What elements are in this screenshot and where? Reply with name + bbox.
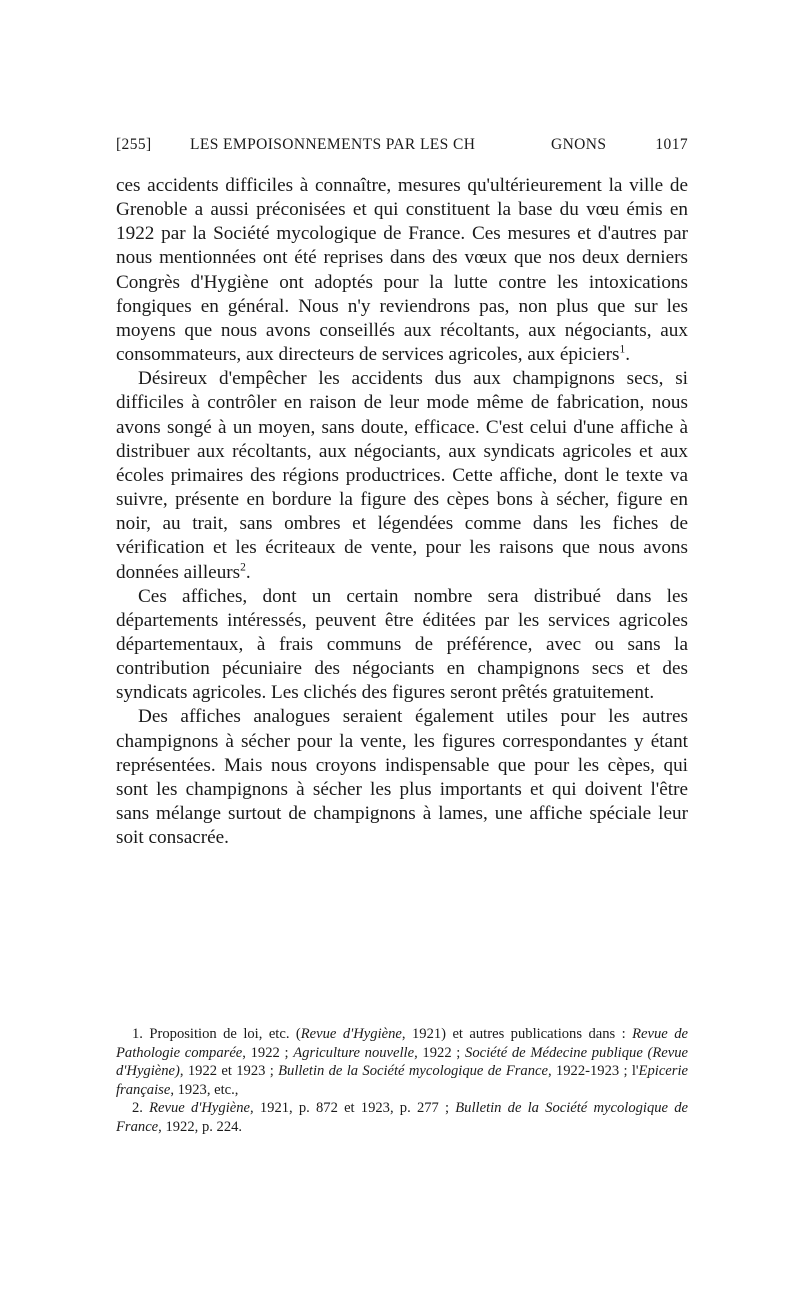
footnote-citation: Société de Médecine publique (Revue d'Hygiène) (116, 1044, 688, 1080)
footnote-ref[interactable]: 1 (619, 343, 626, 356)
footnote-text: , 1922-1923 ; l' (547, 1063, 639, 1080)
running-title-right: GNONS (551, 136, 607, 153)
footnote-text: , 1922 ; (414, 1044, 466, 1061)
footnote-citation: Revue de Pathologie comparée (116, 1026, 688, 1061)
footnote-text: , 1921) et autres publications dans : (401, 1026, 633, 1042)
section-number: [255] (116, 136, 152, 153)
paragraph-text: Désireux d'empêcher les accidents dus aux champignons secs, si difficiles à contrôler en raison de leur mode même de fabrication, nous avons songé à un moyen, sans doute, efficace. C'est celui d'une affiche à distribuer aux récoltants, aux négociants, aux syndicats agricoles et aux écoles primaires des régions productrices. Cette affiche, dont le texte va suivre, présente en bordure la figure des cèpes bons à sécher, figure en noir, au trait, sans ombres et légendées comme dans les fiches de vérification et les écriteaux de vente, pour les raisons que nous avons données ailleurs (116, 368, 688, 583)
paragraph-text: Des affiches analogues seraient également utiles pour les autres champignons à sécher pour la vente, les figures correspondantes y étant représentées. Mais nous croyons indispensable que pour les cèpes, qui sont les champignons à sécher les plus importants et qui doivent l'être sans mélange surtout de champignons à lames, une affiche spéciale leur soit consacrée. (116, 706, 688, 849)
paragraph (116, 174, 688, 367)
running-title-left: LES EMPOISONNEMENTS PAR LES CH (190, 136, 476, 153)
footnote-text: , 1922 ; (242, 1044, 294, 1061)
footnote-ref[interactable]: 2 (240, 561, 246, 574)
paragraph (116, 367, 688, 584)
footnote-text: Proposition de loi, etc. ( (149, 1026, 301, 1042)
footnote-citation: Revue d'Hygiène (149, 1100, 251, 1117)
footnotes (116, 1025, 688, 1137)
footnote-text: , 1923, etc., (170, 1081, 239, 1098)
footnote-number: 2. (132, 1100, 143, 1117)
paragraph-text: ces accidents difficiles à connaître, mesures qu'ultérieurement la ville de Grenoble a aussi préconisées et qui constituent la base du vœu émis en 1922 par la Société mycologique de France. Ces mesures et d'autres par nous mentionnées ont été reprises dans des vœux que nos deux derniers Congrès d'Hygiène ont adoptés pour la lutte contre les intoxications fongiques en général. Nous n'y reviendrons pas, non plus que sur les moyens que nous avons conseillés aux récoltants, aux négociants, aux consommateurs, aux directeurs de services agricoles, aux épiciers (116, 175, 688, 366)
running-header (116, 136, 688, 158)
page-number: 1017 (655, 136, 688, 153)
paragraph-text: Ces affiches, dont un certain nombre sera distribué dans les départements intéressés, peuvent être éditées par les services agricoles départementaux, à frais communs de préférence, avec ou sans la contribution pécuniaire des négociants en champignons secs et des syndicats agricoles. Les clichés des figures seront prêtés gratuitement. (116, 585, 688, 704)
footnote-text: , 1921, p. 872 et 1923, p. 277 ; (250, 1100, 456, 1117)
footnote (116, 1099, 688, 1136)
paragraph-text-end: . (245, 561, 251, 583)
paragraph (116, 705, 688, 850)
footnote-citation: Bulletin de la Société mycologique de France (116, 1100, 688, 1135)
paragraph-text-end: . (625, 344, 631, 366)
footnote (116, 1025, 688, 1099)
footnote-text: , 1922, p. 224. (158, 1118, 243, 1135)
paragraph (116, 585, 688, 706)
footnote-number: 1. (132, 1026, 143, 1042)
footnote-citation: Bulletin de la Société mycologique de France (278, 1063, 548, 1080)
footnote-citation: Epicerie française (116, 1063, 688, 1098)
footnote-citation: Agriculture nouvelle (293, 1044, 415, 1061)
footnote-text: , 1922 et 1923 ; (179, 1063, 279, 1080)
footnote-citation: Revue d'Hygiène (300, 1026, 402, 1042)
body-text (116, 174, 688, 850)
